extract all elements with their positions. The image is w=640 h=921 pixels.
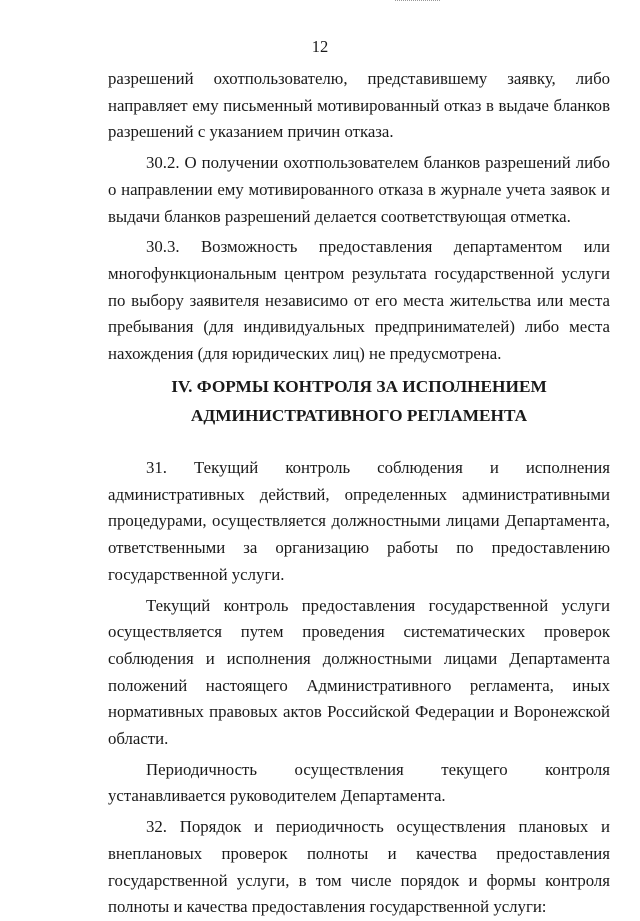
page-number: 12 [311,37,329,56]
paragraph-31-periodicity: Периодичность осуществления текущего контроля устанавливается руководителем Департамента. [108,759,610,806]
section-heading [108,372,610,430]
paragraph-32: 32. Порядок и периодичность осуществления плановых и внеплановых проверок полноты и качества предоставления государственной услуги, в том числе порядок и формы контроля полноты и качества предоставления государственной услуги: [108,817,610,917]
section-heading-line-1: IV. ФОРМЫ КОНТРОЛЯ ЗА ИСПОЛНЕНИЕМ [171,377,547,396]
section-heading-line-2: АДМИНИСТРАТИВНОГО РЕГЛАМЕНТА [190,406,528,425]
paragraph-30-3: 30.3. Возможность предоставления департаментом или многофункциональным центром результата государственной услуги по выбору заявителя независимо от его места жительства или места пребывания (для индивидуальных предпринимателей) либо места нахождения (для юридических лиц) не предусмотрена. [108,237,610,364]
paragraph-31-current-control: Текущий контроль предоставления государственной услуги осуществляется путем проведения систематических проверок соблюдения и исполнения должностными лицами Департамента положений настоящего Административного регламента, иных нормативных правовых актов Российской Федерации и Воронежской области. [108,595,610,749]
scan-edge-mark [395,0,440,5]
paragraph-31: 31. Текущий контроль соблюдения и исполнения административных действий, определенных административными процедурами, осуществляется должностными лицами Департамента, ответственными за организацию работы по предоставлению государственной услуги. [108,458,610,584]
paragraph-continuation: разрешений охотпользователю, представившему заявку, либо направляет ему письменный мотивированный отказ в выдаче бланков разрешений с указанием причин отказа. [108,69,610,142]
paragraph-30-2: 30.2. О получении охотпользователем бланков разрешений либо о направлении ему мотивированного отказа в журнале учета заявок и выдачи бланков разрешений делается соответствующая отметка. [108,153,610,226]
body-text-bottom [108,455,610,921]
body-text-top [108,66,610,368]
